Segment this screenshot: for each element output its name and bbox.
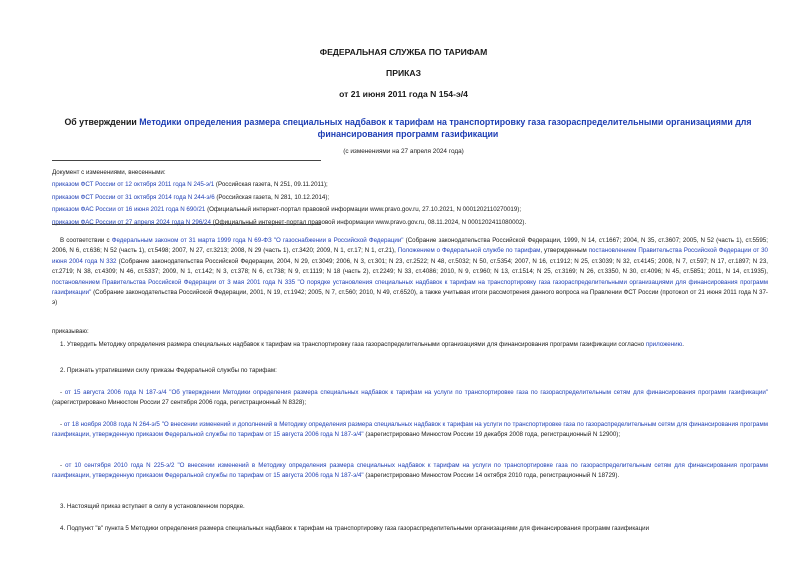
bullet-dash: - bbox=[60, 421, 64, 428]
bullet-dash: - bbox=[60, 389, 65, 396]
list-item bbox=[52, 204, 752, 216]
amendment-link[interactable]: приказом ФСТ России от 31 октября 2014 года N 244-э/6 bbox=[52, 193, 215, 201]
document-date-number: от 21 июня 2011 года N 154-э/4 bbox=[339, 89, 468, 99]
amendment-source: (Официальный интернет-портал правовой информации www.pravo.gov.ru, 27.10.2021, N 0001202110270019); bbox=[205, 206, 522, 214]
title-methodology-link[interactable]: Методики определения размера специальных надбавок к тарифам на транспортировку газа газораспределительными организациями для финансирования программ газификации bbox=[139, 117, 752, 139]
preamble-text: В соответствии с bbox=[60, 237, 112, 244]
item-1-text: 1. Утвердить Методику определения размера специальных надбавок к тарифам на транспортировку газа газораспределительными организациями для финансирования программ газификации согласно bbox=[60, 341, 646, 348]
divider-bottom bbox=[52, 224, 321, 225]
preamble-text: (Собрание законодательства Российской Федерации, 2004, N 29, ст.3049; 2006, N 3, ст.301; N 23, ст.2522; N 48, ст.5032; N 50, ст.5354; 2007, N 16, ст.1912; N 25, ст.3039; N 32, ст.4145; 2008, N 7, ст.597; N 17, ст.1897; N 23, ст.2719; N 38, ст.4309; N 46, ст.5337; 2009, N 1, ст.142; N 3, ст.378; N 6, ст.738; N 9, ст.1119; N 18 (часть 2), ст.2249; N 33, ст.4086; 2010, N 9, ст.960; N 13, ст.1514; N 25, ст.3169; N 26, ст.3350, N 30, ст.4096; N 45, ст.5851; 2011, N 14, ст.1935), bbox=[52, 257, 768, 276]
orders-word: приказываю: bbox=[52, 328, 89, 335]
amendment-source: (Российская газета, N 251, 09.11.2011); bbox=[214, 181, 328, 189]
preamble-text: , утвержденным bbox=[540, 247, 589, 255]
agency-name: ФЕДЕРАЛЬНАЯ СЛУЖБА ПО ТАРИФАМ bbox=[319, 47, 488, 57]
amendment-link[interactable]: приказом ФАС России от 27 апреля 2024 года N 296/24 bbox=[52, 218, 211, 226]
preamble-text: (Собрание законодательства Российской Федерации, 2001, N 19, ст.1942; 2005, N 7, ст.560; 2010, N 49, ст.6520), а также учитывая итоги рассмотрения данного вопроса на Правлении ФСТ России (протокол от 21 июня 2011 года N 37-э) bbox=[52, 289, 768, 307]
order-187-link[interactable]: от 15 августа 2006 года N 187-э/4 "Об утверждении Методики определения размера специальных надбавок к тарифам на услуги по транспортировке газа по газораспределительным сетям для финансирования программ газификации" bbox=[64, 389, 769, 396]
document-type: ПРИКАЗ bbox=[386, 68, 421, 78]
item-4-paragraph: 4. Подпункт "в" пункта 5 Методики определения размера специальных надбавок к тарифам на транспортировку газа газораспределительными организациями для финансирования программ газификации bbox=[60, 525, 650, 532]
order-225-link[interactable]: от 10 сентября 2010 года N 225-э/2 "О внесении изменений в Методику определения размера специальных надбавок к тарифам на услуги по транспортировке газа по газораспределительным сетям для финансирования программ газификации, утвержденную приказом Федеральной службы по тарифам от 15 августа 2006 года N 187-э/4" bbox=[52, 462, 768, 480]
resolution-335-link[interactable]: постановлением Правительства Российской Федерации от 3 мая 2001 года N 335 "О порядке установления специальных надбавок к тарифам на транспортировку газа газораспределительными организациями для финансирования программ газификации" bbox=[52, 278, 768, 297]
edition-note: (с изменениями на 27 апреля 2024 года) bbox=[343, 148, 464, 155]
gas-supply-law-link[interactable]: Федеральным законом от 31 марта 1999 года N 69-ФЗ "О газоснабжении в Российской Федерации" bbox=[111, 237, 404, 244]
list-item bbox=[52, 192, 752, 204]
bullet-dash: - bbox=[60, 462, 66, 469]
changes-intro: Документ с изменениями, внесенными: bbox=[52, 169, 166, 176]
amendment-source: (Российская газета, N 281, 10.12.2014); bbox=[214, 193, 330, 201]
order-264-link[interactable]: от 18 ноября 2008 года N 264-э/5 "О внесении изменений и дополнений в Методику определения размера специальных надбавок к тарифам на услуги по транспортировке газа по газораспределительным сетям для финансирования программ газификации, утвержденную приказом Федеральной службы по тарифам от 15 августа 2006 года N 187-э/4" bbox=[52, 421, 768, 439]
item-1-end: . bbox=[682, 341, 684, 348]
divider-top bbox=[52, 160, 321, 161]
title-prefix: Об утверждении bbox=[64, 117, 140, 127]
amendment-source: (Официальный интернет-портал правовой информации www.pravo.gov.ru, 08.11.2024, N 0001202411080002). bbox=[210, 218, 527, 226]
item-2a-text: (зарегистрировано Минюстом России 27 сентября 2006 года, регистрационный N 8328); bbox=[52, 399, 307, 407]
item-3-paragraph: 3. Настоящий приказ вступает в силу в установленном порядке. bbox=[60, 503, 245, 510]
preamble-paragraph bbox=[52, 236, 768, 309]
item-2c-paragraph bbox=[52, 461, 768, 482]
item-2b-paragraph bbox=[52, 420, 768, 441]
preamble-text: (Собрание законодательства Российской Федерации, 1999, N 14, ст.1667; 2004, N 35, ст.3607; 2005, N 52 (часть 1), ст.5595; 2006, N 6, ст.636; N 52 (часть 1), ст.5498; 2007, N 27, ст.3213; 2008, N 29 (часть 1), ст.3420; 2009, N 1, ст.17; N 1, ст.21), bbox=[52, 237, 768, 255]
item-1-paragraph bbox=[52, 340, 768, 350]
amendment-link[interactable]: приказом ФСТ России от 12 октября 2011 года N 245-э/1 bbox=[52, 181, 215, 189]
item-2b-text: (зарегистрировано Минюстом России 19 декабря 2008 года, регистрационный N 12900); bbox=[363, 431, 621, 439]
document-title bbox=[58, 116, 758, 140]
amendment-link[interactable]: приказом ФАС России от 16 июня 2021 года N 690/21 bbox=[52, 206, 206, 214]
item-2c-text: (зарегистрировано Минюстом России 14 октября 2010 года, регистрационный N 18729). bbox=[363, 472, 620, 480]
item-2a-paragraph bbox=[52, 388, 768, 409]
changes-list bbox=[52, 167, 752, 229]
resolution-332-link[interactable]: постановлением Правительства Российской Федерации от 30 июня 2004 года N 332 bbox=[52, 247, 769, 265]
list-item bbox=[52, 179, 752, 191]
list-item bbox=[52, 217, 752, 229]
appendix-link[interactable]: приложению bbox=[645, 341, 683, 348]
item-2-paragraph: 2. Признать утратившими силу приказы Федеральной службы по тарифам: bbox=[60, 367, 277, 374]
fst-regulation-link[interactable]: Положением о Федеральной службе по тарифам bbox=[397, 247, 541, 255]
